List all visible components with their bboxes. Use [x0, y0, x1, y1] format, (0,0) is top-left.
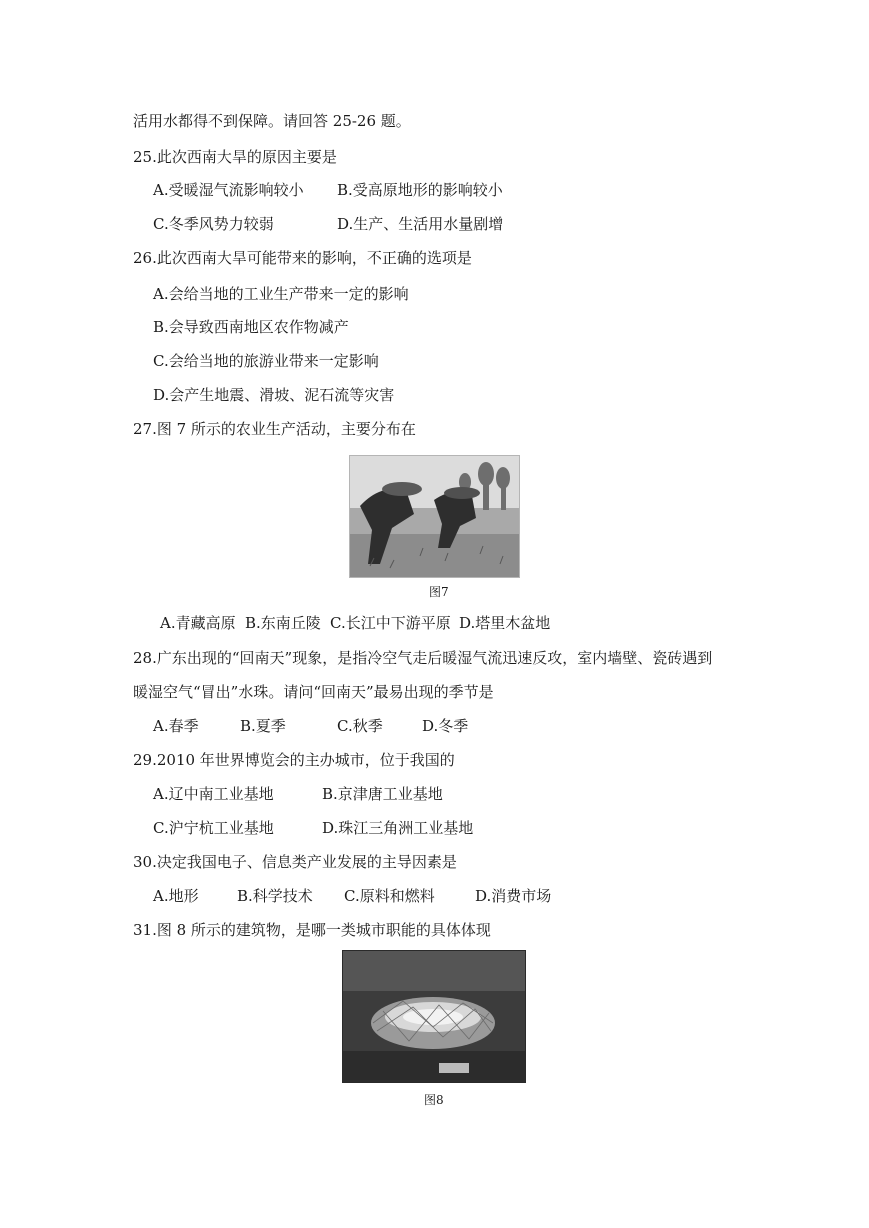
- q28-option-d: D.冬季: [422, 717, 469, 735]
- q30-option-a: A.地形: [153, 887, 199, 905]
- q29-option-c: C.沪宁杭工业基地: [153, 819, 274, 837]
- q31-stem: 31.图 8 所示的建筑物，是哪一类城市职能的具体体现: [133, 921, 491, 939]
- q26-option-a: A.会给当地的工业生产带来一定的影响: [153, 285, 409, 303]
- q26-option-d: D.会产生地震、滑坡、泥石流等灾害: [153, 386, 395, 404]
- q30-stem: 30.决定我国电子、信息类产业发展的主导因素是: [133, 853, 457, 871]
- q27-option-d: D.塔里木盆地: [459, 614, 551, 632]
- q30-option-c: C.原料和燃料: [344, 887, 435, 905]
- intro-text: 活用水都得不到保障。请回答 25-26 题。: [133, 112, 411, 130]
- q28-option-b: B.夏季: [240, 717, 286, 735]
- q26-stem: 26.此次西南大旱可能带来的影响，不正确的选项是: [133, 249, 472, 267]
- q28-option-a: A.春季: [153, 717, 199, 735]
- q28-stem-line2: 暖湿空气“冒出”水珠。请问“回南天”最易出现的季节是: [133, 683, 494, 701]
- q28-stem-line1: 28.广东出现的“回南天”现象，是指冷空气走后暖湿气流迅速反攻，室内墙壁、瓷砖遇到: [133, 649, 713, 667]
- q30-option-b: B.科学技术: [237, 887, 313, 905]
- q26-option-c: C.会给当地的旅游业带来一定影响: [153, 352, 379, 370]
- figure-7-caption: 图7: [429, 585, 449, 599]
- q26-option-b: B.会导致西南地区农作物减产: [153, 318, 349, 336]
- q29-option-a: A.辽中南工业基地: [153, 785, 274, 803]
- q27-stem: 27.图 7 所示的农业生产活动，主要分布在: [133, 420, 416, 438]
- figure-8-caption: 图8: [424, 1093, 444, 1107]
- q27-option-b: B.东南丘陵: [245, 614, 321, 632]
- q29-stem: 29.2010 年世界博览会的主办城市，位于我国的: [133, 751, 455, 769]
- q25-option-c: C.冬季风势力较弱: [153, 215, 274, 233]
- q29-option-d: D.珠江三角洲工业基地: [322, 819, 474, 837]
- q29-option-b: B.京津唐工业基地: [322, 785, 443, 803]
- q27-option-c: C.长江中下游平原: [330, 614, 451, 632]
- q28-option-c: C.秋季: [337, 717, 383, 735]
- q27-option-a: A.青藏高原: [160, 614, 236, 632]
- rice-planting-photo: [349, 455, 520, 578]
- q30-option-d: D.消费市场: [475, 887, 552, 905]
- q25-option-b: B.受高原地形的影响较小: [337, 181, 503, 199]
- stadium-photo: [342, 950, 526, 1083]
- q25-stem: 25.此次西南大旱的原因主要是: [133, 148, 337, 166]
- q25-option-d: D.生产、生活用水量剧增: [337, 215, 504, 233]
- q25-option-a: A.受暖湿气流影响较小: [153, 181, 304, 199]
